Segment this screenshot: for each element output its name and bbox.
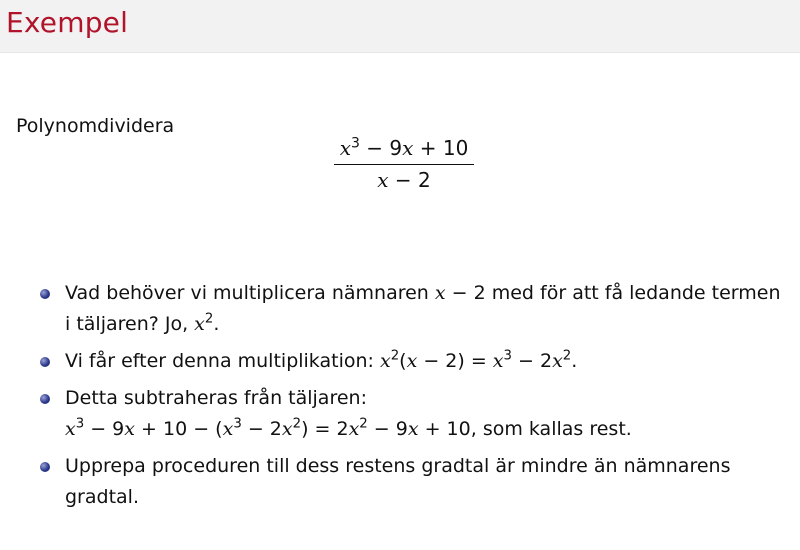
list-item xyxy=(38,278,788,340)
fraction-denominator: x − 2 xyxy=(377,168,431,192)
bullet-icon xyxy=(40,357,50,367)
list-item xyxy=(38,346,788,377)
bullet-icon xyxy=(40,394,50,404)
list-item xyxy=(38,451,788,513)
bullet-text: Vad behöver vi multiplicera nämnaren x − 2 med för att få ledande termen i täljaren? Jo, $x^2$. xyxy=(65,282,781,335)
bullet-text: Upprepa proceduren till dess restens gradtal är mindre än nämnarens gradtal. xyxy=(65,455,731,508)
bullet-text: Vi får efter denna multiplikation: $x^2(x - 2) = x^3 - 2x^2$. xyxy=(65,348,578,372)
fraction xyxy=(334,136,474,192)
list-item xyxy=(38,383,788,445)
slide-title: Exempel xyxy=(6,6,129,39)
slide-header xyxy=(0,0,800,53)
bullet-icon xyxy=(40,462,50,472)
fraction-numerator: $x^3 - 9x + 10$ xyxy=(339,135,469,160)
bullet-icon xyxy=(40,289,50,299)
intro-text: Polynomdividera xyxy=(16,115,175,137)
bullet-text: Detta subtraheras från täljaren: $x^3 - 9x + 10 - (x^3 - 2x^2) = 2x^2 - 9x + 10$, som kallas rest. xyxy=(65,387,632,440)
bullet-list xyxy=(38,278,788,519)
